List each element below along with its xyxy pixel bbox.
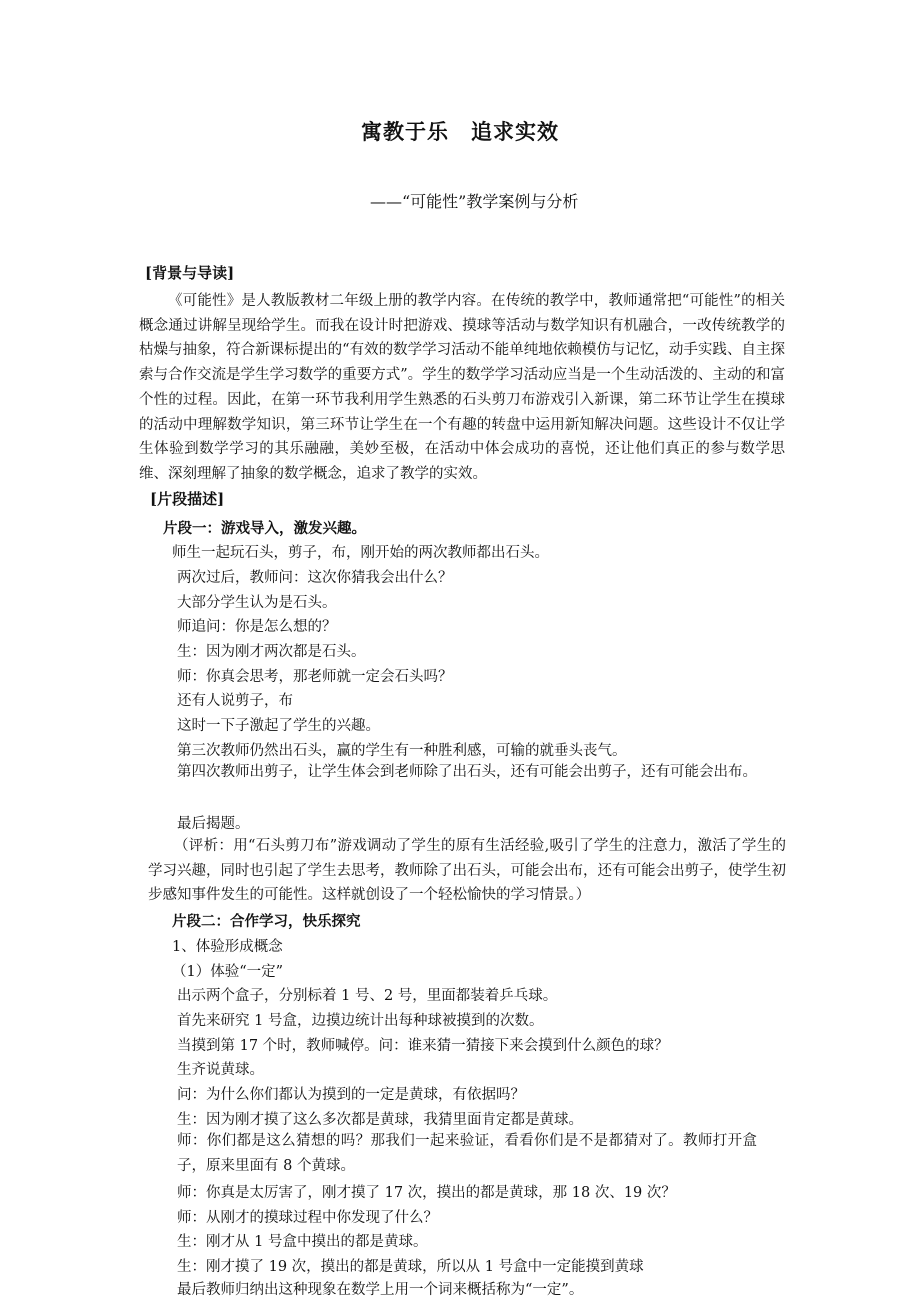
segment2-line: 生齐说黄球。 — [177, 1062, 264, 1078]
segment1-line: 两次过后，教师问：这次你猜我会出什么？ — [177, 570, 453, 586]
segment1-line: 师生一起玩石头，剪子，布，刚开始的两次教师都出石头。 — [172, 545, 549, 561]
segment1-reveal: 最后揭题。 — [177, 816, 250, 832]
segment2-heading: 片段二：合作学习，快乐探究 — [172, 913, 361, 930]
segment1-line: 师：你真会思考，那老师就一定会石头吗？ — [177, 669, 453, 685]
segment1-line: 这时一下子激起了学生的兴趣。 — [177, 718, 380, 734]
segment2-line: 生：刚才从 1 号盒中摸出的都是黄球。 — [177, 1234, 428, 1250]
segment2-subheading: 1、体验形成概念 — [172, 939, 283, 955]
segment1-line: 师追问：你是怎么想的？ — [177, 619, 337, 635]
segment2-subheading: （1）体验“一定” — [172, 964, 284, 980]
segment2-line: 师：你真是太厉害了，刚才摸了 17 次，摸出的都是黄球，那 18 次、19 次？ — [177, 1185, 676, 1201]
segment1-line: 还有人说剪子，布 — [177, 693, 293, 709]
background-heading: [背景与导读] — [145, 264, 235, 282]
background-paragraph: 《可能性》是人教版教材二年级上册的教学内容。在传统的教学中，教师通常把“可能性”的相关概念通过讲解呈现给学生。而我在设计时把游戏、摸球等活动与数学知识有机融合，一改传统教学的枯燥与抽象，符合新课标提出的“有效的数学学习活动不能单纯地依赖模仿与记忆，动手实践、自主探索与合作交流是学生学习数学的重要方式”。学生的数学学习活动应当是一个生动活泼的、主动的和富个性的过程。因此，在第一环节我利用学生熟悉的石头剪刀布游戏引入新课，第二环节让学生在摸球的活动中理解数学知识，第三环节让学生在一个有趣的转盘中运用新知解决问题。这些设计不仅让学生体验到数学学习的其乐融融，美妙至极，在活动中体会成功的喜悦，还让他们真正的参与数学思维、深刻理解了抽象的数学概念，追求了教学的实效。 — [139, 293, 785, 482]
segment1-heading: 片段一：游戏导入，激发兴趣。 — [163, 520, 366, 537]
segment2-line: 首先来研究 1 号盒，边摸边统计出每种球被摸到的次数。 — [177, 1013, 544, 1029]
document-subtitle: ——“可能性”教学案例与分析 — [370, 192, 579, 211]
segment2-line: 出示两个盒子，分别标着 1 号、2 号，里面都装着乒乓球。 — [177, 988, 558, 1004]
segment1-fourth-round: 第四次教师出剪子，让学生体会到老师除了出石头，还有可能会出剪子，还有可能会出布。 — [177, 764, 757, 780]
segment2-line: 当摸到第 17 个时，教师喊停。问：谁来猜一猜接下来会摸到什么颜色的球？ — [177, 1038, 669, 1054]
segment2-line: 师：从刚才的摸球过程中你发现了什么？ — [177, 1210, 438, 1226]
segment2-verify: 师：你们都是这么猜想的吗？那我们一起来验证，看看你们是不是都猜对了。教师打开盒子，原来里面有 8 个黄球。 — [177, 1133, 757, 1174]
segment2-line: 问：为什么你们都认为摸到的一定是黄球，有依据吗？ — [177, 1087, 525, 1103]
segment1-comment: （评析：用“石头剪刀布”游戏调动了学生的原有生活经验,吸引了学生的注意力，激活了学生的学习兴趣，同时也引起了学生去思考，教师除了出石头，可能会出布，还有可能会出剪子，使学生初步感知事件发生的可能性。这样就创设了一个轻松愉快的学习情景。） — [148, 838, 786, 904]
segment1-line: 大部分学生认为是石头。 — [177, 595, 337, 611]
document-title: 寓教于乐 追求实效 — [361, 119, 559, 144]
segment2-line: 最后教师归纳出这种现象在数学上用一个词来概括称为“一定”。 — [177, 1282, 584, 1298]
segment2-line: 生：因为刚才摸了这么多次都是黄球，我猜里面肯定都是黄球。 — [177, 1112, 583, 1128]
segment1-line: 生：因为刚才两次都是石头。 — [177, 644, 366, 660]
segments-heading: [片段描述] — [150, 490, 225, 508]
segment2-line: 生：刚才摸了 19 次，摸出的都是黄球，所以从 1 号盒中一定能摸到黄球 — [177, 1259, 644, 1275]
segment1-line: 第三次教师仍然出石头，赢的学生有一种胜利感，可输的就垂头丧气。 — [177, 743, 627, 759]
